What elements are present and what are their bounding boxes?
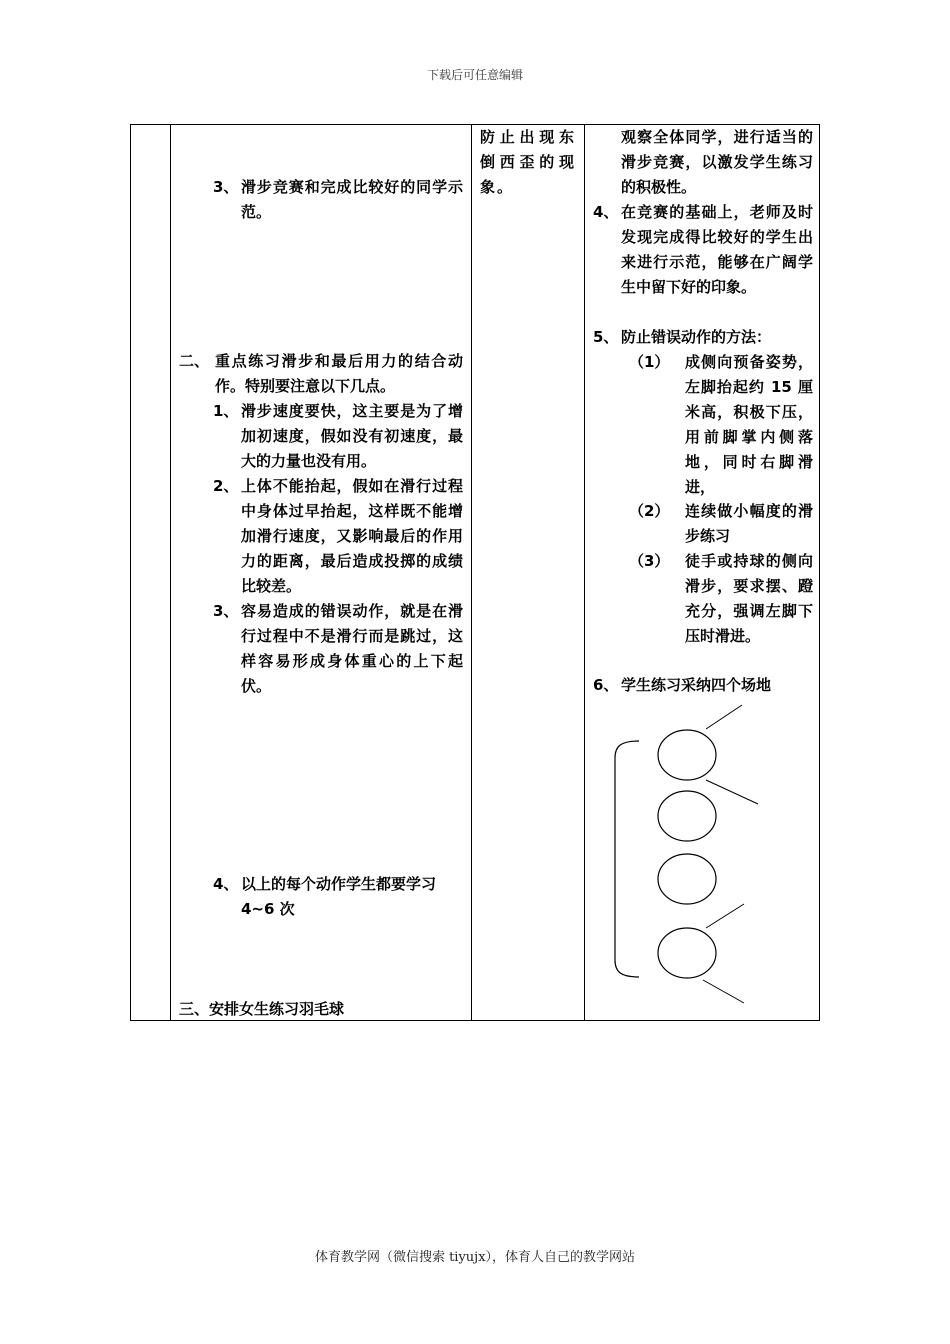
connector-line	[706, 904, 744, 928]
method-number: （1）	[629, 353, 670, 371]
item-text: 滑步竞赛和完成比较好的同学示范。	[241, 178, 463, 221]
connector-line	[706, 705, 742, 729]
item-number: 3、	[213, 178, 239, 196]
intro-text: 观察全体同学，进行适当的滑步竞赛，以激发学生练习的积极性。	[621, 128, 813, 196]
field-circle	[658, 730, 716, 780]
method-text: 徒手或持球的侧向滑步，要求摆、蹬充分，强调左脚下压时滑进。	[685, 552, 813, 645]
notes-column	[472, 125, 584, 1020]
field-circle	[658, 854, 716, 904]
method-column	[585, 125, 820, 1020]
point-text: 滑步速度要快，这主要是为了增加初速度，假如没有初速度，最大的力量也没有用。	[241, 402, 463, 470]
section-number: 二、	[179, 352, 210, 370]
point-text: 容易造成的错误动作，就是在滑行过程中不是滑行而是跳过，这样容易形成身体重心的上下起伏。	[241, 602, 463, 695]
bracket-shape	[615, 741, 639, 977]
point-number: 2、	[213, 477, 239, 495]
method-text: 连续做小幅度的滑步练习	[685, 502, 813, 545]
notes-text: 防止出现东倒西歪的现象。	[480, 128, 576, 196]
item-number: 5、	[593, 328, 619, 346]
field-circle	[658, 791, 716, 841]
content-column	[171, 125, 471, 1020]
section-text: 重点练习滑步和最后用力的结合动作。特别要注意以下几点。	[215, 352, 463, 395]
item-text: 在竞赛的基础上，老师及时发现完成得比较好的学生出来进行示范，能够在广阔学生中留下好的印象。	[621, 203, 813, 296]
method-text: 成侧向预备姿势，左脚抬起约 15 厘米高，积极下压，用前脚掌内侧落地，同时右脚滑进，	[685, 353, 813, 496]
item-text: 以上的每个动作学生都要学习 4~6 次	[241, 875, 437, 918]
item-number: 4、	[213, 875, 239, 893]
point-number: 1、	[213, 402, 239, 420]
item-text: 学生练习采纳四个场地	[621, 676, 772, 694]
method-number: （2）	[629, 502, 670, 520]
field-circle	[658, 928, 716, 978]
connector-line	[706, 780, 758, 804]
lesson-table	[130, 124, 820, 1021]
item-text: 防止错误动作的方法：	[621, 328, 772, 346]
point-text: 上体不能抬起，假如在滑行过程中身体过早抬起，这样既不能增加滑行速度，又影响最后的作用力的距离，最后造成投掷的成绩比较差。	[241, 477, 463, 595]
section-text: 三、安排女生练习羽毛球	[179, 1000, 345, 1018]
point-number: 3、	[213, 602, 239, 620]
connector-line	[703, 980, 744, 1003]
page-header: 下载后可任意编辑	[426, 68, 523, 82]
item-number: 4、	[593, 203, 619, 221]
item-number: 6、	[593, 676, 619, 694]
method-number: （3）	[629, 552, 670, 570]
page-footer: 体育教学网（微信搜索 tiyujx），体育人自己的教学网站	[314, 1250, 636, 1265]
practice-fields-diagram	[605, 700, 765, 1010]
